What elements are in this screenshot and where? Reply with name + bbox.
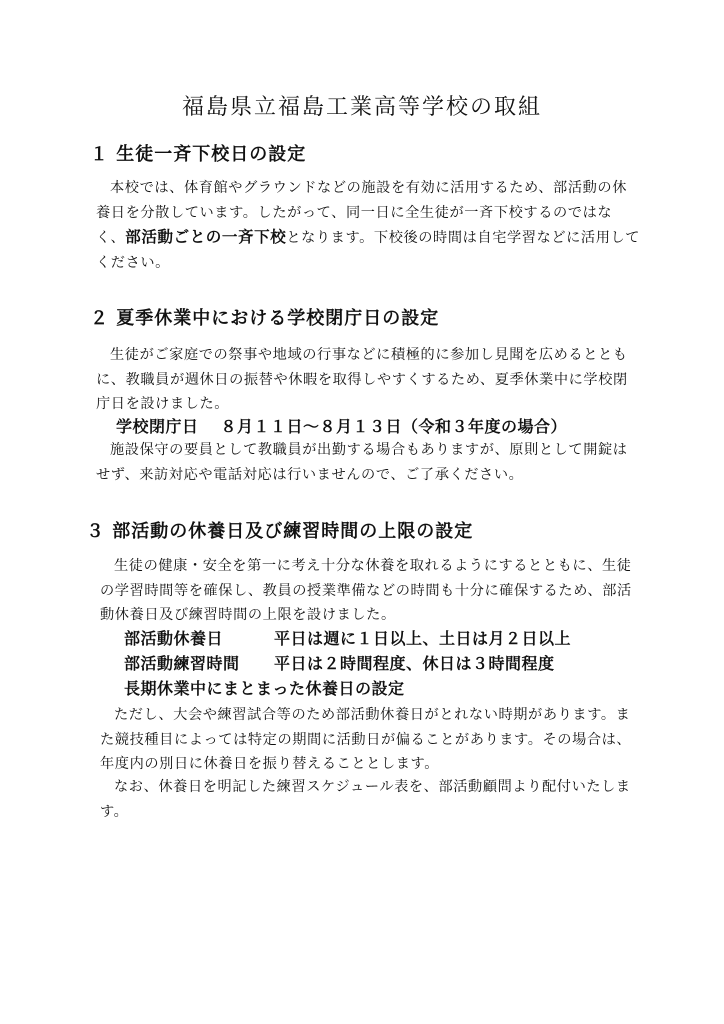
section-2-paragraph-1: 生徒がご家庭での祭事や地域の行事などに積極的に参加し見聞を広めるとともに、教職員が週休日の振替や休暇を取得しやすくするため、夏季休業中に学校閉庁日を設けました。 <box>96 347 628 412</box>
document-title: 福島県立福島工業高等学校の取組 <box>181 95 542 120</box>
rule-label: 部活動休養日 <box>124 629 224 648</box>
long-break-rule: 長期休業中にまとまった休養日の設定 <box>124 679 405 698</box>
section-3-paragraph-3: なお、休養日を明記した練習スケジュール表を、部活動顧問より配付いたします。 <box>100 779 631 820</box>
rule-value: 平日は週に１日以上、土日は月２日以上 <box>274 629 572 648</box>
closure-label: 学校閉庁日 <box>116 417 199 436</box>
section-1-heading: １ 生徒一斉下校日の設定 <box>90 144 307 165</box>
section-1-text-after: となります。下校後の時間は自宅学習などに活用してください。 <box>96 230 641 271</box>
rule-label: 部活動練習時間 <box>124 654 240 673</box>
rule-row <box>124 652 555 676</box>
section-3-paragraph-1: 生徒の健康・安全を第一に考え十分な休養を取れるようにするとともに、生徒の学習時間等を確保し、教員の授業準備などの時間も十分に確保するため、部活動休養日及び練習時間の上限を設けました。 <box>100 558 632 623</box>
section-3-paragraph-2: ただし、大会や練習試合等のため部活動休養日がとれない時期があります。また競技種目によっては特定の期間に活動日が偏ることがあります。その場合は、年度内の別日に休養日を振り替えることとします。 <box>100 707 632 772</box>
rule-row <box>124 627 571 651</box>
section-2-paragraph-2: 施設保守の要員として教職員が出勤する場合もありますが、原則として開錠はせず、来訪対応や電話対応は行いませんので、ご了承ください。 <box>96 442 628 483</box>
section-1-text-before: 本校では、体育館やグラウンドなどの施設を有効に活用するため、部活動の休養日を分散しています。したがって、同一日に全生徒が一斉下校するのではなく、 <box>96 180 627 246</box>
rule-value: 平日は２時間程度、休日は３時間程度 <box>274 654 555 673</box>
section-2-heading: ２ 夏季休業中における学校閉庁日の設定 <box>90 308 440 329</box>
closure-period <box>116 415 567 439</box>
section-1-emphasis: 部活動ごとの一斉下校 <box>125 228 287 246</box>
section-3-heading: ３ 部活動の休養日及び練習時間の上限の設定 <box>86 521 474 542</box>
closure-dates: ８月１１日～８月１３日（令和３年度の場合） <box>220 417 568 436</box>
section-1-paragraph <box>96 176 641 275</box>
